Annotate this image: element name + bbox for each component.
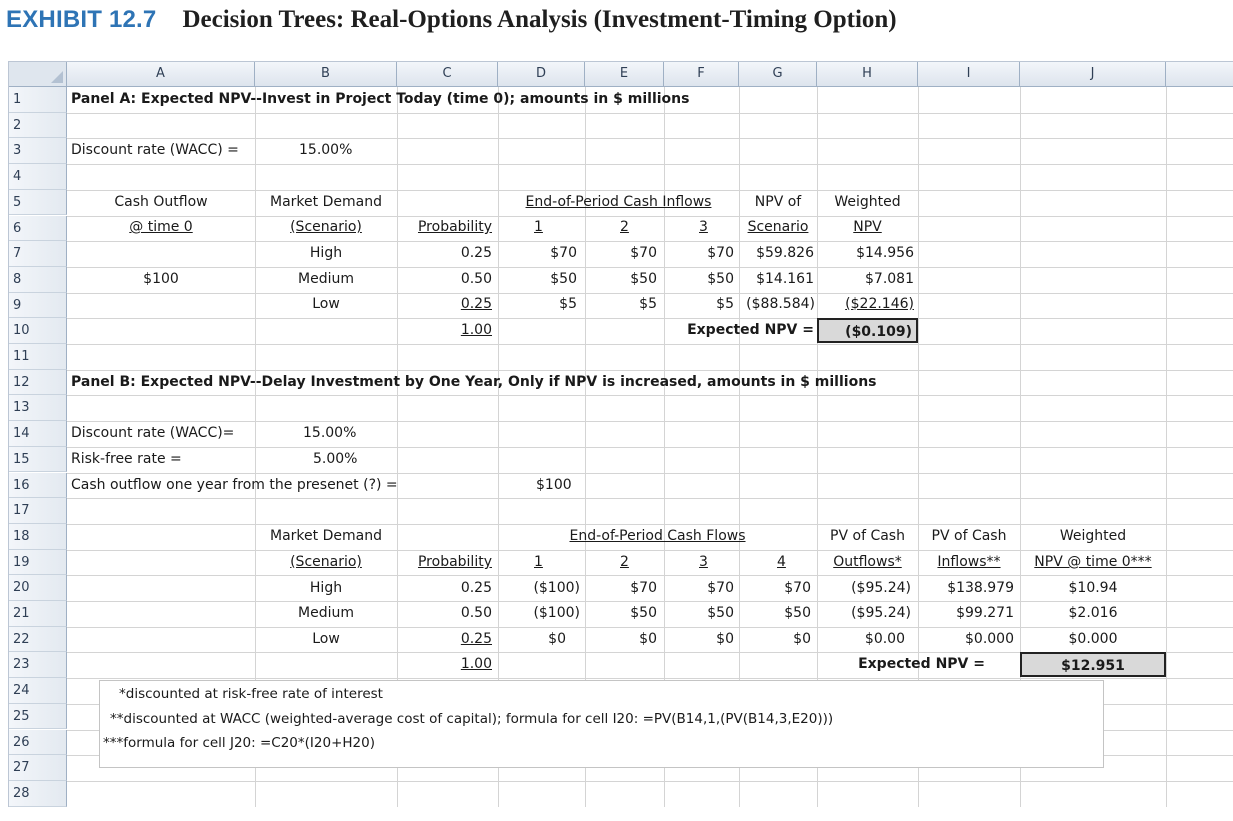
row-header[interactable]: 21: [9, 601, 67, 627]
column-header-j[interactable]: J: [1020, 62, 1166, 87]
table-cell: $5: [716, 296, 734, 312]
panel-b-riskfree-value: 5.00%: [313, 451, 358, 467]
row-header[interactable]: 25: [9, 704, 67, 730]
panel-a-discount-value: 15.00%: [299, 142, 353, 158]
table-cell: $50: [707, 271, 734, 287]
table-cell: $50: [630, 271, 657, 287]
column-header-k[interactable]: [1166, 62, 1233, 87]
header-npv: NPV: [853, 219, 882, 235]
table-cell: ($100): [533, 580, 580, 596]
table-cell: $0.000: [965, 631, 1014, 647]
header-npv-scenario: Scenario: [747, 219, 809, 235]
table-cell: $14.956: [856, 245, 914, 261]
select-all-corner[interactable]: [9, 62, 67, 87]
table-cell: Medium: [298, 605, 354, 621]
column-header-f[interactable]: F: [664, 62, 739, 87]
b-header-flows: End-of-Period Cash Flows: [569, 528, 746, 544]
b-header-probability: Probability: [417, 554, 492, 570]
table-cell: $5: [559, 296, 577, 312]
table-cell: $0: [716, 631, 734, 647]
header-scenario: (Scenario): [290, 219, 362, 235]
table-cell: ($100): [533, 605, 580, 621]
table-cell: $7.081: [865, 271, 914, 287]
table-cell: $50: [784, 605, 811, 621]
table-cell: ($88.584): [746, 296, 815, 312]
column-header-d[interactable]: D: [498, 62, 585, 87]
header-market-demand: Market Demand: [270, 194, 382, 210]
row-header[interactable]: 6: [9, 216, 67, 242]
table-cell: $14.161: [756, 271, 814, 287]
row-header[interactable]: 5: [9, 190, 67, 216]
panel-b-expected-label: Expected NPV =: [858, 656, 985, 672]
row-header[interactable]: 15: [9, 447, 67, 473]
table-cell: $70: [550, 245, 577, 261]
row-header[interactable]: 20: [9, 575, 67, 601]
panel-b-discount-value: 15.00%: [303, 425, 357, 441]
table-cell: $70: [630, 580, 657, 596]
row-header[interactable]: 4: [9, 164, 67, 190]
panel-a-title: Panel A: Expected NPV--Invest in Project Today (time 0); amounts in $ millions: [71, 91, 690, 107]
row-header[interactable]: 24: [9, 678, 67, 704]
header-period-2: 2: [620, 219, 629, 235]
gridline: [67, 447, 1233, 448]
footnote-3: ***formula for cell J20: =C20*(I20+H20): [103, 735, 375, 751]
table-cell: High: [309, 580, 343, 596]
table-cell: 0.50: [460, 271, 492, 287]
gridline: [67, 395, 1233, 396]
table-cell: $70: [707, 245, 734, 261]
panel-b-riskfree-label: Risk-free rate =: [71, 451, 182, 467]
header-period-1: 1: [534, 219, 543, 235]
table-cell: 0.25: [460, 296, 492, 312]
b-header-period-3: 3: [699, 554, 708, 570]
table-cell: $70: [784, 580, 811, 596]
column-header-a[interactable]: A: [67, 62, 255, 87]
table-cell: 0.50: [460, 605, 492, 621]
header-period-3: 3: [699, 219, 708, 235]
row-header[interactable]: 13: [9, 395, 67, 421]
header-npv-of: NPV of: [754, 194, 802, 210]
table-cell: $59.826: [756, 245, 814, 261]
panel-b-title: Panel B: Expected NPV--Delay Investment by One Year, Only if NPV is increased, amounts in $ millions: [71, 374, 877, 390]
footnote-2: **discounted at WACC (weighted-average cost of capital); formula for cell I20: =PV(B14,1,(PV(B14,3,E20))): [110, 711, 834, 727]
table-cell: $10.94: [1068, 580, 1118, 596]
b-header-inflows: Inflows**: [937, 554, 1001, 570]
b-header-npv-time0: NPV @ time 0***: [1034, 554, 1152, 570]
table-cell: $0: [548, 631, 566, 647]
panel-a-expected-value[interactable]: ($0.109): [817, 318, 918, 343]
b-header-period-1: 1: [534, 554, 543, 570]
table-cell: 0.25: [460, 580, 492, 596]
panel-b-prob-total: 1.00: [460, 656, 492, 672]
table-cell: High: [309, 245, 343, 261]
table-cell: $50: [630, 605, 657, 621]
table-cell: $50: [550, 271, 577, 287]
footnotes-textbox[interactable]: [99, 680, 1104, 768]
row-header[interactable]: 18: [9, 524, 67, 550]
gridline: [67, 138, 1233, 139]
row-header[interactable]: 22: [9, 627, 67, 653]
exhibit-heading: [6, 6, 897, 40]
table-cell: Medium: [298, 271, 354, 287]
b-header-period-4: 4: [777, 554, 786, 570]
b-header-pv-cash-out: PV of Cash: [830, 528, 905, 544]
row-header[interactable]: 12: [9, 370, 67, 396]
table-cell: $50: [707, 605, 734, 621]
table-cell: $70: [630, 245, 657, 261]
table-cell: $138.979: [947, 580, 1014, 596]
table-cell: 0.25: [460, 631, 492, 647]
row-header[interactable]: 23: [9, 652, 67, 678]
row-header[interactable]: 27: [9, 755, 67, 781]
table-cell: $99.271: [956, 605, 1014, 621]
panel-b-outflow-value: $100: [536, 477, 572, 493]
column-header-i[interactable]: I: [918, 62, 1020, 87]
gridline: [67, 164, 1233, 165]
exhibit-label: EXHIBIT 12.7: [6, 6, 157, 33]
b-header-period-2: 2: [620, 554, 629, 570]
row-header[interactable]: 7: [9, 241, 67, 267]
table-cell: ($95.24): [851, 580, 911, 596]
panel-b-outflow-label: Cash outflow one year from the presenet (?) =: [71, 477, 398, 493]
row-header[interactable]: 17: [9, 498, 67, 524]
b-header-outflows: Outflows*: [833, 554, 902, 570]
row-header[interactable]: 2: [9, 113, 67, 139]
b-header-scenario: (Scenario): [290, 554, 362, 570]
row-header[interactable]: 28: [9, 781, 67, 807]
gridline: [67, 421, 1233, 422]
row-header[interactable]: 14: [9, 421, 67, 447]
column-header-h[interactable]: H: [817, 62, 918, 87]
gridline: [67, 678, 1233, 679]
gridline: [67, 318, 1233, 319]
gridline: [67, 498, 1233, 499]
row-header[interactable]: 26: [9, 730, 67, 756]
row-header[interactable]: 16: [9, 473, 67, 499]
row-header[interactable]: 3: [9, 138, 67, 164]
panel-a-prob-total: 1.00: [460, 322, 492, 338]
table-cell: $5: [639, 296, 657, 312]
b-header-weighted: Weighted: [1059, 528, 1127, 544]
header-weighted: Weighted: [834, 194, 901, 210]
header-probability: Probability: [417, 219, 492, 235]
footnote-1: *discounted at risk-free rate of interest: [119, 686, 383, 702]
panel-b-discount-label: Discount rate (WACC)=: [71, 425, 235, 441]
row-header[interactable]: 9: [9, 293, 67, 319]
table-cell: Low: [312, 631, 340, 647]
table-cell: $0.000: [1068, 631, 1118, 647]
row-header[interactable]: 19: [9, 550, 67, 576]
spreadsheet: [8, 61, 1233, 807]
panel-a-discount-label: Discount rate (WACC) =: [71, 142, 239, 158]
table-cell: ($95.24): [851, 605, 911, 621]
header-cash-outflow: Cash Outflow: [114, 194, 208, 210]
column-header-e[interactable]: E: [585, 62, 664, 87]
gridline: [67, 113, 1233, 114]
column-header-c[interactable]: C: [397, 62, 498, 87]
b-header-pv-cash-in: PV of Cash: [931, 528, 1007, 544]
row-header[interactable]: 1: [9, 87, 67, 113]
table-cell: $70: [707, 580, 734, 596]
table-cell: 0.25: [460, 245, 492, 261]
gridline: [67, 781, 1233, 782]
header-inflows: End-of-Period Cash Inflows: [525, 194, 712, 210]
gridline: [67, 344, 1233, 345]
table-cell: Low: [312, 296, 340, 312]
b-header-market-demand: Market Demand: [270, 528, 382, 544]
panel-a-outflow: $100: [143, 271, 179, 287]
row-header[interactable]: 10: [9, 318, 67, 344]
panel-b-expected-value[interactable]: $12.951: [1020, 652, 1166, 677]
table-cell: $0: [639, 631, 657, 647]
column-header-b[interactable]: B: [255, 62, 397, 87]
exhibit-title: Decision Trees: Real-Options Analysis (Investment-Timing Option): [182, 6, 897, 33]
column-header-g[interactable]: G: [739, 62, 817, 87]
panel-a-expected-label: Expected NPV =: [687, 322, 814, 338]
header-at-time0: @ time 0: [129, 219, 193, 235]
table-cell: $2.016: [1068, 605, 1118, 621]
row-header[interactable]: 8: [9, 267, 67, 293]
table-cell: ($22.146): [845, 296, 914, 312]
row-header[interactable]: 11: [9, 344, 67, 370]
table-cell: $0.00: [864, 631, 905, 647]
table-cell: $0: [793, 631, 811, 647]
